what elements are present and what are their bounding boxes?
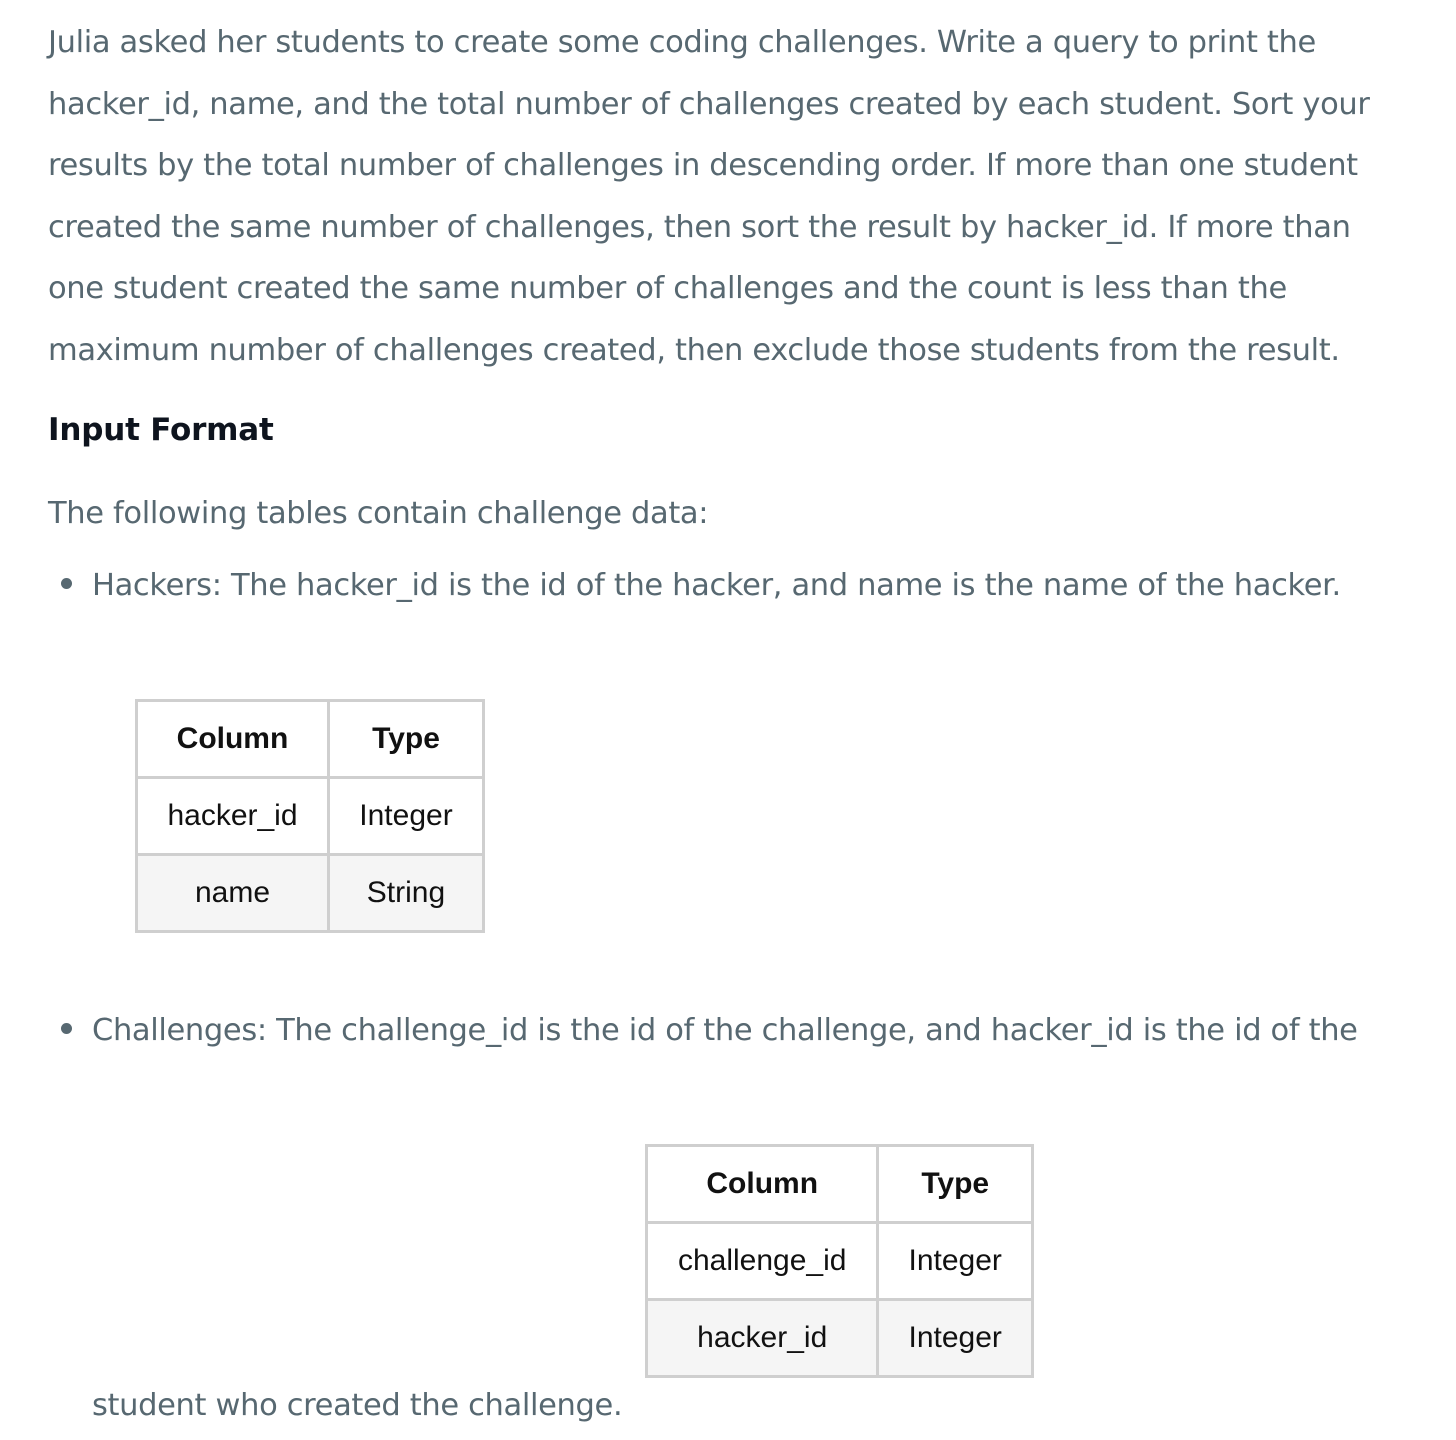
input-format-intro: The following tables contain challenge data: bbox=[48, 496, 709, 531]
table-cell-type: String bbox=[328, 855, 483, 932]
table-header-column: Column bbox=[137, 701, 329, 778]
table-header-column: Column bbox=[647, 1146, 878, 1223]
hackers-bullet bbox=[61, 568, 1341, 603]
table-header-type: Type bbox=[328, 701, 483, 778]
hackers-table bbox=[135, 699, 485, 933]
table-cell-type: Integer bbox=[328, 778, 483, 855]
table-cell-column: hacker_id bbox=[647, 1300, 878, 1377]
table-cell-type: Integer bbox=[878, 1300, 1033, 1377]
table-cell-column: challenge_id bbox=[647, 1223, 878, 1300]
table-cell-type: Integer bbox=[878, 1223, 1033, 1300]
bullet-dot-icon bbox=[61, 1023, 72, 1034]
input-format-heading: Input Format bbox=[48, 412, 274, 448]
problem-description: Julia asked her students to create some coding challenges. Write a query to print the hacker_id, name, and the total number of challenges created by each student. Sort your results by the total number of challenges in descending order. If more than one student created the same number of challenges, then sort the result by hacker_id. If more than one student created the same number of challenges and the count is less than the maximum number of challenges created, then exclude those students from the result. bbox=[48, 25, 1370, 368]
challenges-table bbox=[645, 1144, 1034, 1378]
challenges-bullet bbox=[61, 1013, 1358, 1048]
challenges-bullet-text: Challenges: The challenge_id is the id of the challenge, and hacker_id is the id of the bbox=[92, 1013, 1358, 1048]
bullet-dot-icon bbox=[61, 578, 72, 589]
table-row bbox=[137, 855, 484, 932]
challenges-bullet-continuation: student who created the challenge. bbox=[92, 1388, 623, 1423]
table-row bbox=[647, 1300, 1033, 1377]
table-cell-column: name bbox=[137, 855, 329, 932]
problem-statement bbox=[48, 0, 1388, 1423]
table-row bbox=[647, 1223, 1033, 1300]
table-header-type: Type bbox=[878, 1146, 1033, 1223]
hackers-bullet-text: Hackers: The hacker_id is the id of the hacker, and name is the name of the hacker. bbox=[92, 568, 1341, 603]
table-row bbox=[137, 778, 484, 855]
table-cell-column: hacker_id bbox=[137, 778, 329, 855]
